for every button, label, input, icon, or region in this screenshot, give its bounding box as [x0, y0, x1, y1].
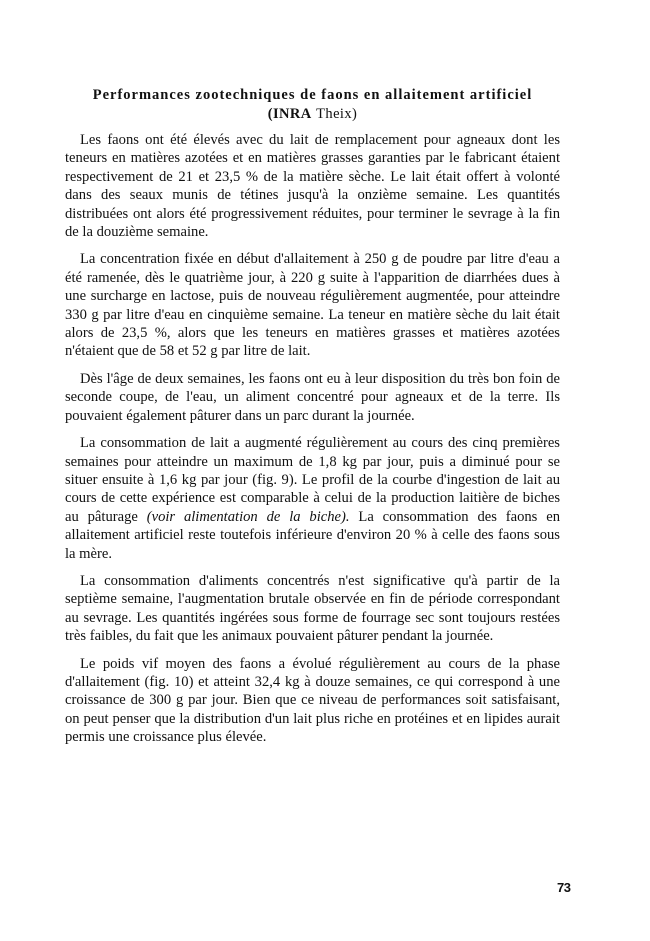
paragraph-4-text-start: La consommation de lait a augmenté régulièrement au cours des cinq premières semaines pour atteindre un maximum de 1,8 kg par jour, puis a diminué pour se situer ensuite à 1,6 kg par jour (fig. 9). Le profil de la courbe d'ingestion de lait au cours de cette expérience est comparable à celui de la production laitière de biches au pâturage: [65, 435, 560, 525]
paragraph-6: Le poids vif moyen des faons a évolué régulièrement au cours de la phase d'allaitement (fig. 10) et atteint 32,4 kg à douze semaines, ce qui correspond à une croissance de 300 g par jour. Bien que ce niveau de performances soit satisfaisant, on peut penser que la distribution d'un lait plus riche en protéines et en lipides aurait permis une croissance plus élevée.: [65, 655, 560, 746]
title-line-1: Performances zootechniques de faons en allaitement artificiel: [92, 87, 533, 103]
paragraph-4: [65, 434, 560, 563]
page-body: [65, 86, 560, 756]
paragraph-2: La concentration fixée en début d'allaitement à 250 g de poudre par litre d'eau a été ramenée, dès le quatrième jour, à 220 g suite à l'apparition de diarrhées dues à une surcharge en lactose, puis de nouveau régulièrement augmentée, pour atteindre 330 g par litre d'eau en cinquième semaine. La teneur en matière sèche du lait était alors de 23,5 %, alors que les teneurs en matières grasses et matières azotées n'étaient que de 58 et 52 g par litre de lait.: [65, 251, 560, 360]
page-number: 73: [557, 880, 571, 895]
paragraph-1: Les faons ont été élevés avec du lait de remplacement pour agneaux dont les teneurs en matières azotées et en matières grasses garanties par le fabricant étaient respectivement de 21 et 23,5 % de la matière sèche. Le lait était offert à volonté dans des seaux munis de tétines jusqu'à la onzième semaine. Les quantités distribuées ont alors été progressivement réduites, pour terminer le sevrage à la fin de la douzième semaine.: [65, 132, 560, 241]
title-line-2: [268, 106, 357, 122]
paragraph-4-italic-reference: (voir alimentation de la biche).: [146, 508, 350, 525]
title-org: (INRA: [267, 106, 312, 122]
title-place: Theix): [316, 106, 358, 122]
paragraph-3: Dès l'âge de deux semaines, les faons ont eu à leur disposition du très bon foin de seconde coupe, de l'eau, un aliment concentré pour agneaux et de la terre. Ils pouvaient également pâturer dans un parc durant la journée.: [65, 370, 560, 424]
paragraph-4-text-end: La consommation des faons en allaitement artificiel reste toutefois inférieure d'environ 20 % à celle des faons sous la mère.: [65, 508, 560, 562]
paragraph-5: La consommation d'aliments concentrés n'est significative qu'à partir de la septième semaine, l'augmentation brutale observée en fin de période correspondant au sevrage. Les quantités ingérées sous forme de fourrage sec sont toujours restées très faibles, du fait que les animaux pouvaient pâturer pendant la journée.: [65, 572, 560, 645]
article-title: [65, 86, 560, 124]
